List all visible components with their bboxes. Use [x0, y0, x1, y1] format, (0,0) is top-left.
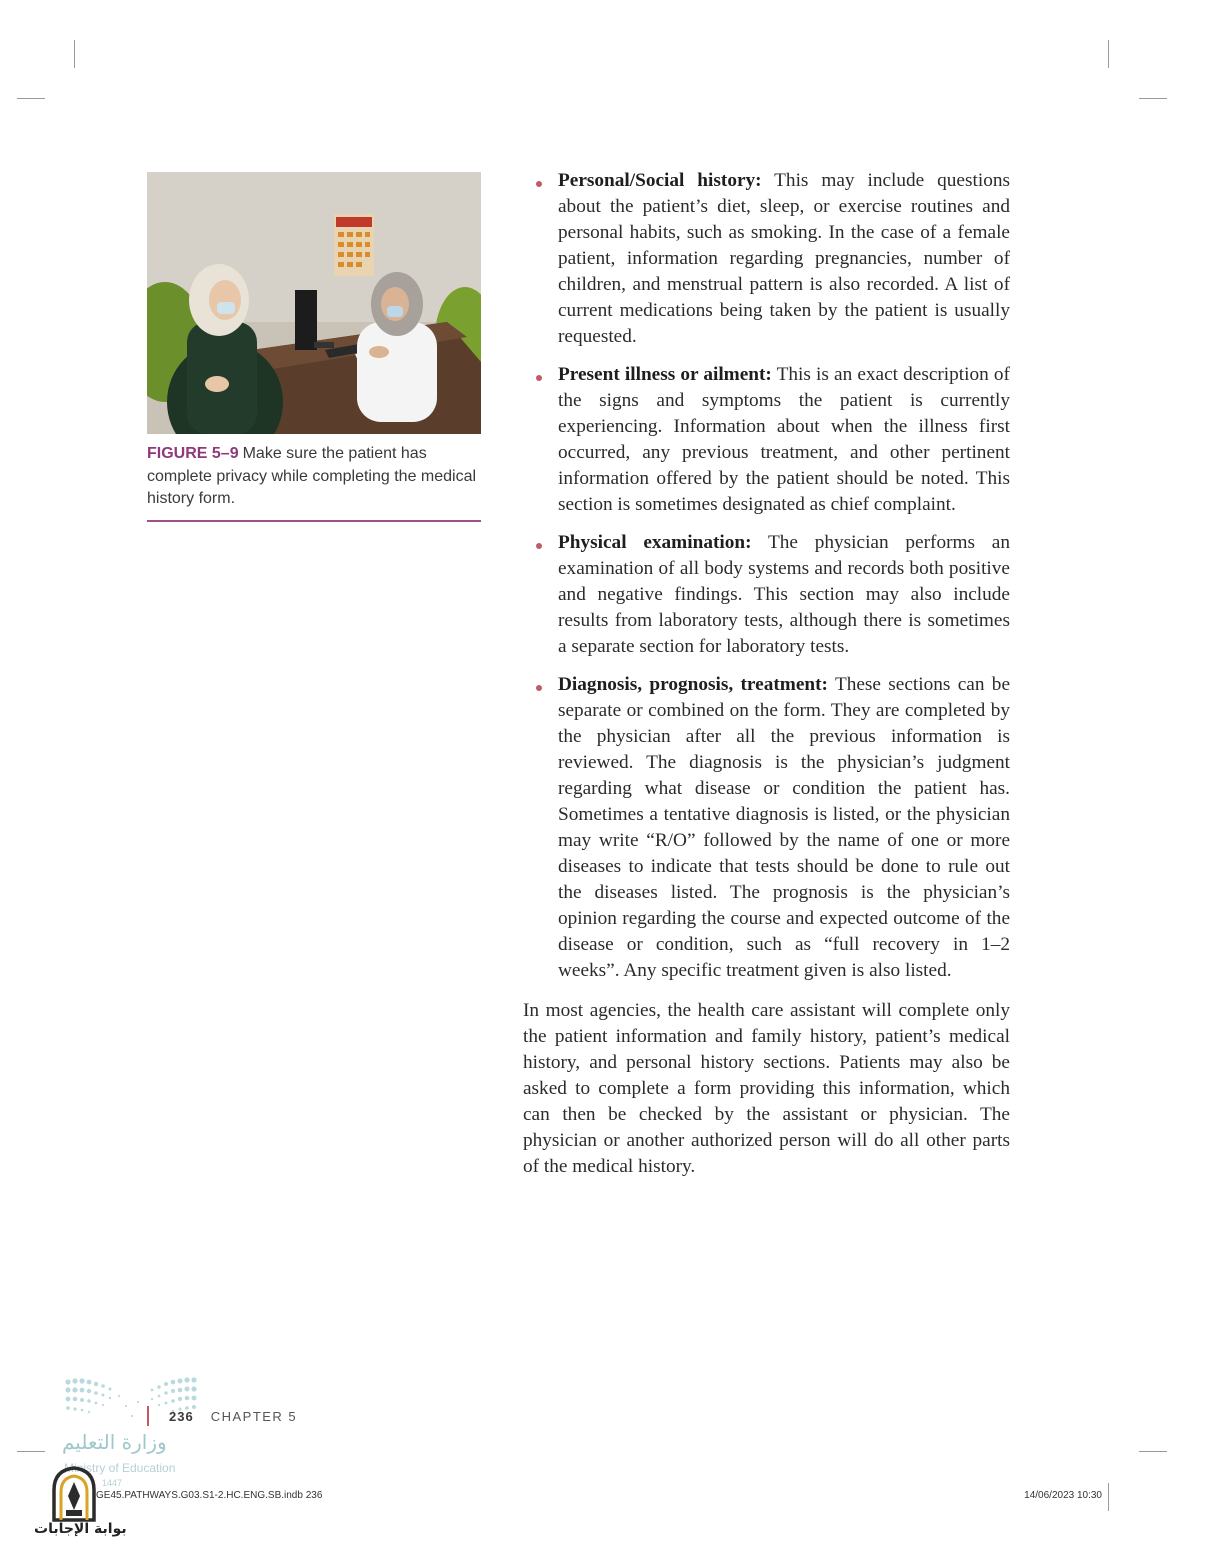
ministry-year: 1447 — [102, 1478, 123, 1488]
crop-mark — [1139, 1451, 1167, 1452]
bullet-text: These sections can be separate or combined on the form. They are completed by the physician after all the previous information is reviewed. The diagnosis is the physician’s judgment regarding what disease or condition the patient has. Sometimes a tentative diagnosis is listed, or the physician may write “R/O” followed by the name of one or more diseases to indicate that tests should be done to rule out the diseases listed. The prognosis is the physician’s opinion regarding the course and expected outcome of the disease or condition, such as “full recovery in 1–2 weeks”. Any specific treatment given is also listed. — [558, 674, 1011, 981]
print-timestamp: 14/06/2023 10:30 — [1024, 1490, 1102, 1501]
figure-caption-text: Make sure the patient has complete privacy while completing the medical history form. — [147, 445, 477, 507]
crop-mark — [1108, 1483, 1109, 1511]
photo-illustration — [147, 172, 481, 434]
folio-bar — [147, 1406, 149, 1426]
bullet-dot-icon — [536, 375, 542, 381]
crop-mark — [74, 40, 75, 68]
figure-label: FIGURE 5–9 — [147, 445, 239, 462]
bullet-dot-icon — [536, 181, 542, 187]
bullet-paragraph — [558, 362, 1010, 518]
bullet-dot-icon — [536, 543, 542, 549]
bullet-item — [523, 530, 1010, 660]
body-paragraph: In most agencies, the health care assistant will complete only the patient information and family history, patient’s medical history, and personal history sections. Patients may also be asked to complete a form providing this information, which can then be checked by the assistant or physician. The physician or another authorized person will do all other parts of the medical history. — [523, 1000, 1010, 1177]
crop-mark — [1108, 40, 1109, 68]
crop-mark — [17, 98, 45, 99]
page-number: 236 — [169, 1408, 194, 1424]
bullet-term: Personal/Social history: — [558, 170, 762, 191]
figure-caption — [147, 443, 481, 511]
chapter-label: CHAPTER 5 — [210, 1408, 298, 1424]
bullet-paragraph — [558, 168, 1010, 350]
crop-mark — [1139, 98, 1167, 99]
bullet-paragraph — [558, 672, 1010, 984]
figure-5-9 — [147, 172, 481, 522]
bullet-text: The physician performs an examination of all body systems and records both positive and negative findings. This section may also include results from laboratory tests, although there is sometimes a separate section for laboratory tests. — [558, 532, 1010, 657]
bullet-term: Physical examination: — [558, 532, 752, 553]
bullet-item — [523, 672, 1010, 984]
bullet-term: Diagnosis, prognosis, treatment: — [558, 674, 828, 695]
answers-gate-logo-icon — [48, 1466, 100, 1522]
bullet-dot-icon — [536, 685, 542, 691]
bullet-text: This may include questions about the patient’s diet, sleep, or exercise routines and personal habits, such as smoking. In the case of a female patient, information regarding pregnancies, number of children, and menstrual pattern is also recorded. A list of current medications being taken by the patient is usually requested. — [558, 170, 1010, 347]
clinic-consultation-photo-icon — [147, 172, 481, 434]
bullet-term: Present illness or ailment: — [558, 364, 772, 385]
bullet-paragraph — [558, 530, 1010, 660]
ministry-name-arabic: وزارة التعليم — [62, 1430, 167, 1454]
text-column — [523, 168, 1010, 1180]
page-folio — [147, 1406, 297, 1426]
bullet-item — [523, 168, 1010, 350]
print-slug: GE45.PATHWAYS.G03.S1-2.HC.ENG.SB.indb 236 — [96, 1490, 323, 1501]
bullet-text: This is an exact description of the signs and symptoms the patient is currently experiencing. Information about when the illness first occurred, any previous treatment, and other pertinent information offered by the patient should be noted. This section is sometimes designated as chief complaint. — [558, 364, 1010, 515]
ministry-name-english: Ministry of Education — [64, 1461, 176, 1475]
bullet-item — [523, 362, 1010, 518]
caption-divider — [147, 520, 481, 522]
crop-mark — [17, 1451, 45, 1452]
answers-gate-label: بوابة الإجابات — [34, 1521, 127, 1537]
